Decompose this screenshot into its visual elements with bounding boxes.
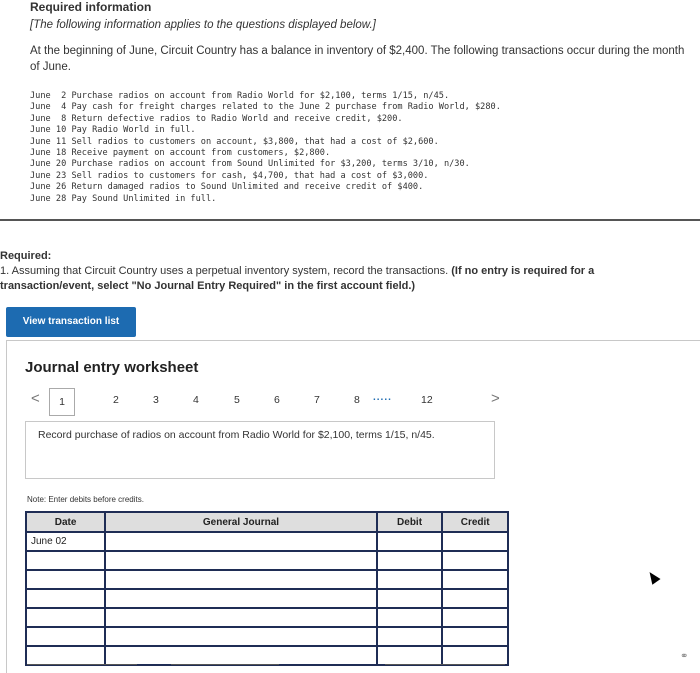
page-4-tab[interactable]: 4 (193, 394, 199, 406)
table-row (26, 627, 508, 646)
worksheet-title: Journal entry worksheet (25, 359, 199, 376)
applies-note: [The following information applies to the questions displayed below.] (30, 19, 376, 31)
link-icon: ⚭ (680, 651, 689, 662)
transaction-row: June 10 Pay Radio World in full. (30, 125, 196, 136)
transaction-row: June 11 Sell radios to customers on account, $3,800, that had a cost of $2,600. (30, 136, 439, 147)
table-row (26, 608, 508, 627)
required-information-heading: Required information (30, 0, 152, 14)
table-row (26, 646, 508, 665)
debits-note: Note: Enter debits before credits. (27, 495, 144, 504)
credit-input[interactable] (442, 551, 508, 570)
debit-input[interactable] (377, 646, 443, 665)
page-12-tab[interactable]: 12 (421, 394, 433, 406)
transaction-row: June 18 Receive payment on account from customers, $2,800. (30, 148, 331, 159)
page-ellipsis[interactable]: ..... (373, 392, 392, 403)
debit-input[interactable] (377, 608, 443, 627)
debit-input[interactable] (377, 589, 443, 608)
account-select[interactable] (105, 570, 377, 589)
date-cell (26, 551, 105, 570)
instruction-bold-text: (If no entry is required for a transaction/event, select "No Journal Entry Required" in the first account field.) (0, 265, 595, 292)
entry-prompt: Record purchase of radios on account from Radio World for $2,100, terms 1/15, n/45. (25, 421, 495, 479)
intro-paragraph: At the beginning of June, Circuit Country has a balance in inventory of $2,400. The following transactions occur during the month of June. (30, 45, 685, 73)
debit-input[interactable] (377, 532, 443, 551)
transaction-row: June 26 Return damaged radios to Sound Unlimited and receive credit of $400. (30, 182, 424, 193)
page-6-tab[interactable]: 6 (274, 394, 280, 406)
account-select[interactable] (105, 627, 377, 646)
transaction-list (30, 91, 501, 205)
next-page-icon[interactable]: > (491, 390, 500, 407)
debit-input[interactable] (377, 551, 443, 570)
debit-header: Debit (377, 512, 443, 532)
view-transaction-list-button[interactable]: View transaction list (6, 307, 136, 337)
instruction-text: 1. Assuming that Circuit Country uses a perpetual inventory system, record the transactions. (0, 265, 452, 277)
section-divider (0, 219, 700, 221)
page-5-tab[interactable]: 5 (234, 394, 240, 406)
table-row (26, 570, 508, 589)
account-select[interactable] (105, 551, 377, 570)
prev-page-icon[interactable]: < (31, 390, 40, 407)
table-row (26, 589, 508, 608)
required-instruction (0, 249, 690, 294)
clear-entry-button-edge[interactable] (171, 664, 279, 665)
date-cell[interactable]: June 02 (26, 532, 105, 551)
page-7-tab[interactable]: 7 (314, 394, 320, 406)
account-select[interactable] (105, 589, 377, 608)
required-label: Required: (0, 250, 52, 262)
page-3-tab[interactable]: 3 (153, 394, 159, 406)
account-select[interactable] (105, 608, 377, 627)
credit-input[interactable] (442, 570, 508, 589)
page-8-tab[interactable]: 8 (354, 394, 360, 406)
transaction-row: June 2 Purchase radios on account from Radio World for $2,100, terms 1/15, n/45. (30, 91, 450, 101)
view-journal-button-edge[interactable] (385, 664, 505, 665)
credit-input[interactable] (442, 608, 508, 627)
transaction-row: June 23 Sell radios to customers for cash, $4,700, that had a cost of $3,000. (30, 170, 429, 181)
page-2-tab[interactable]: 2 (113, 394, 119, 406)
page-1-tab[interactable]: 1 (49, 388, 75, 416)
transaction-row: June 20 Purchase radios on account from Sound Unlimited for $3,200, terms 3/10, n/30. (30, 159, 470, 170)
transaction-row: June 8 Return defective radios to Radio World and receive credit, $200. (30, 113, 403, 124)
debit-input[interactable] (377, 627, 443, 646)
journal-table (25, 511, 509, 666)
account-select[interactable] (105, 532, 377, 551)
date-cell (26, 570, 105, 589)
credit-input[interactable] (442, 646, 508, 665)
transaction-row: June 28 Pay Sound Unlimited in full. (30, 193, 217, 204)
account-select[interactable] (105, 646, 377, 665)
credit-input[interactable] (442, 589, 508, 608)
transaction-row: June 4 Pay cash for freight charges related to the June 2 purchase from Radio World, $280. (30, 102, 501, 113)
debit-input[interactable] (377, 570, 443, 589)
date-header: Date (26, 512, 105, 532)
journal-entry-worksheet (6, 340, 700, 673)
credit-input[interactable] (442, 532, 508, 551)
table-row (26, 551, 508, 570)
general-journal-header: General Journal (105, 512, 377, 532)
record-entry-button-edge[interactable] (27, 664, 137, 665)
table-row (26, 532, 508, 551)
credit-header: Credit (442, 512, 508, 532)
credit-input[interactable] (442, 627, 508, 646)
date-cell (26, 646, 105, 665)
journal-header-row (26, 512, 508, 532)
date-cell (26, 589, 105, 608)
date-cell (26, 627, 105, 646)
date-cell (26, 608, 105, 627)
